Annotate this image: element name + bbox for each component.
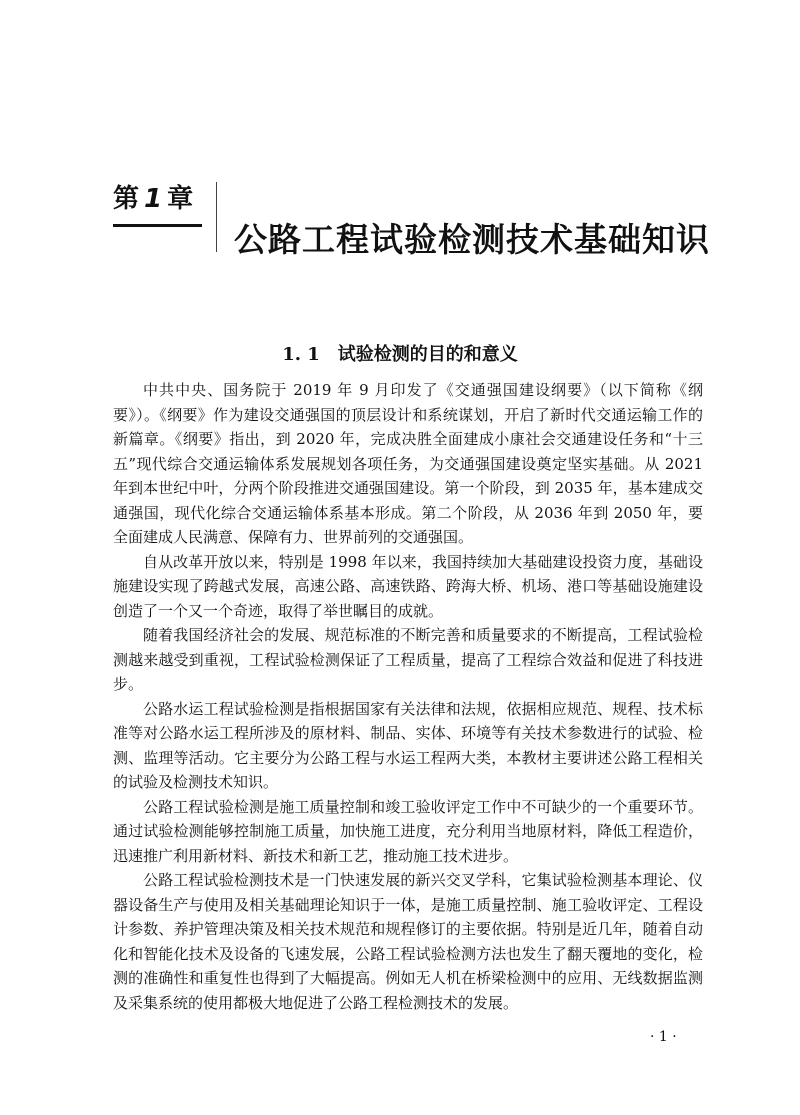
chapter-title: 公路工程试验检测技术基础知识: [234, 220, 710, 259]
chapter-label: [113, 182, 194, 216]
paragraph: 中共中央、国务院于 2019 年 9 月印发了《交通强国建设纲要》（以下简称《纲要》）。《纲要》作为建设交通强国的顶层设计和系统谋划，开启了新时代交通运输工作的新篇章。《纲要》指出，到 2020 年，完成决胜全面建成小康社会交通建设任务和“十三五”现代综合交通运输体系发展规划各项任务，为交通强国建设奠定坚实基础。从 2021 年到本世纪中叶，分两个阶段推进交通强国建设。第一个阶段，到 2035 年，基本建成交通强国，现代化综合交通运输体系基本形成。第二个阶段，从 2036 年到 2050 年，要全面建成人民满意、保障有力、世界前列的交通强国。: [113, 381, 703, 546]
section-heading: [0, 342, 800, 368]
chapter-divider: [216, 182, 217, 252]
paragraph: 自从改革开放以来，特别是 1998 年以来，我国持续加大基础建设投资力度，基础设施建设实现了跨越式发展，高速公路、高速铁路、跨海大桥、机场、港口等基础设施建设创造了一个又一个奇迹，取得了举世瞩目的成就。: [113, 552, 703, 620]
chapter-label-prefix: 第: [113, 184, 141, 214]
page-number: · 1 ·: [650, 1029, 677, 1045]
chapter-label-underline: [113, 224, 202, 227]
chapter-number: 1: [144, 184, 164, 214]
paragraph: 公路工程试验检测是施工质量控制和竣工验收评定工作中不可缺少的一个重要环节。通过试验检测能够控制施工质量，加快施工进度，充分利用当地原材料，降低工程造价，迅速推广利用新材料、新技术和新工艺，推动施工技术进步。: [113, 797, 703, 865]
paragraph: 公路水运工程试验检测是指根据国家有关法律和法规，依据相应规范、规程、技术标准等对公路水运工程所涉及的原材料、制品、实体、环境等有关技术参数进行的试验、检测、监理等活动。它主要分为公路工程与水运工程两大类，本教材主要讲述公路工程相关的试验及检测技术知识。: [113, 699, 703, 791]
body-text: [113, 378, 703, 1015]
section-number: 1. 1: [282, 344, 320, 365]
chapter-label-suffix: 章: [167, 184, 195, 214]
paragraph: 随着我国经济社会的发展、规范标准的不断完善和质量要求的不断提高，工程试验检测越来越受到重视，工程试验检测保证了工程质量，提高了工程综合效益和促进了科技进步。: [113, 626, 703, 693]
section-title: 试验检测的目的和意义: [337, 344, 518, 365]
paragraph: 公路工程试验检测技术是一门快速发展的新兴交叉学科，它集试验检测基本理论、仪器设备生产与使用及相关基础理论知识于一体，是施工质量控制、施工验收评定、工程设计参数、养护管理决策及相关技术规范和规程修订的主要依据。特别是近几年，随着自动化和智能化技术及设备的飞速发展，公路工程试验检测方法也发生了翻天覆地的变化，检测的准确性和重复性也得到了大幅提高。例如无人机在桥梁检测中的应用、无线数据监测及采集系统的使用都极大地促进了公路工程检测技术的发展。: [113, 871, 703, 1012]
